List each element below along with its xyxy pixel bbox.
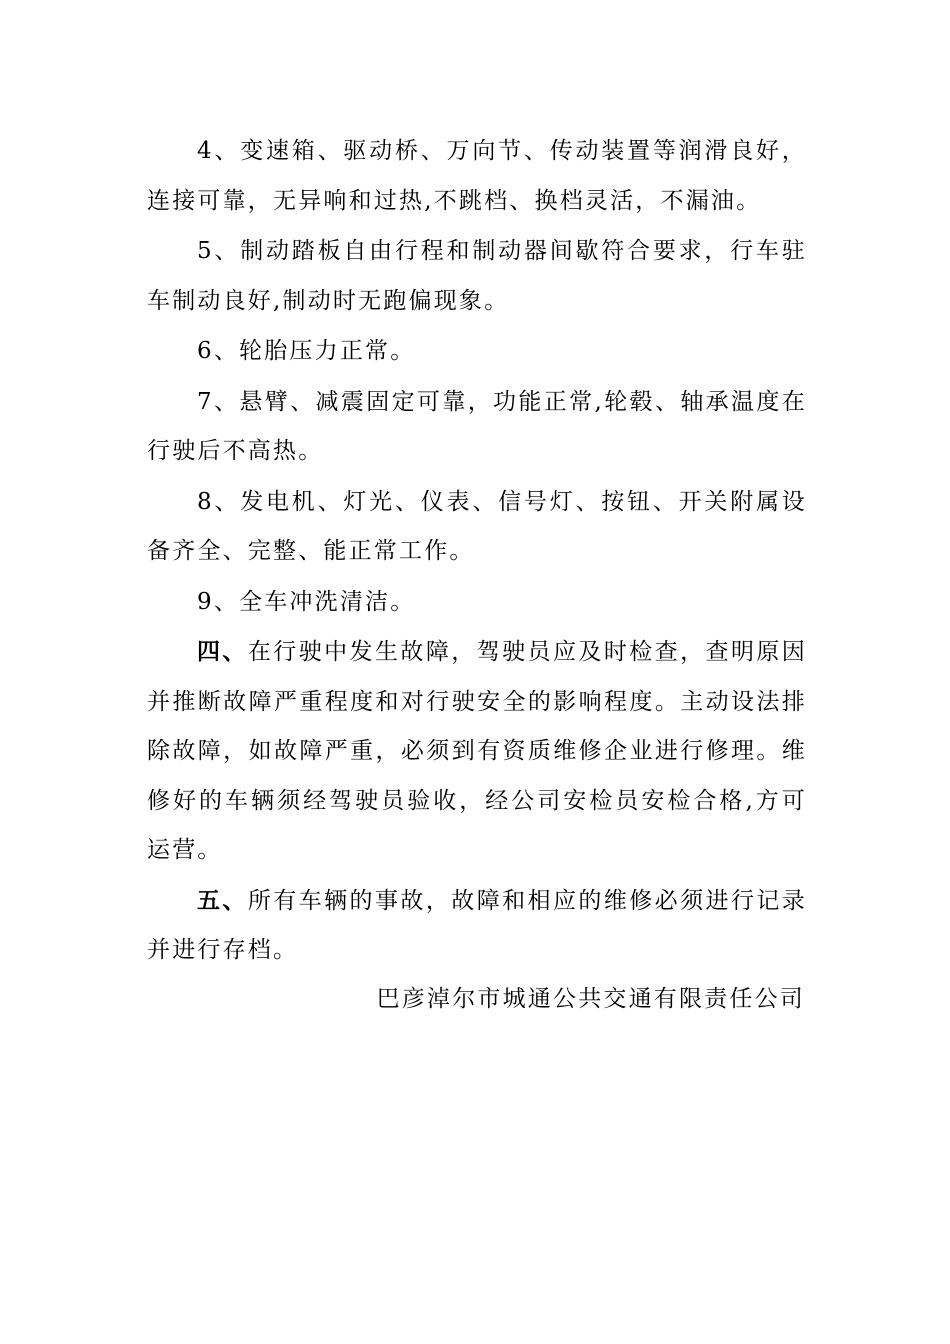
paragraph-section-4: [147, 627, 807, 876]
paragraph-section-5: [147, 876, 807, 976]
document-body: [147, 126, 807, 976]
paragraph-text: 9、全车冲洗清洁。: [197, 588, 416, 615]
paragraph-text: 7、悬臂、减震固定可靠，功能正常,轮毂、轴承温度在行驶后不高热。: [147, 388, 807, 464]
company-signature: 巴彦淖尔市城通公共交通有限责任公司: [376, 986, 805, 1012]
paragraph-item-4: [147, 126, 807, 226]
paragraph-text: 5、制动踏板自由行程和制动器间歇符合要求，行车驻车制动良好,制动时无跑偏现象。: [147, 238, 807, 314]
paragraph-item-9: [147, 577, 807, 628]
paragraph-lead: 五、: [197, 886, 248, 914]
paragraph-item-6: [147, 326, 807, 377]
paragraph-item-8: [147, 477, 807, 577]
paragraph-item-7: [147, 377, 807, 477]
paragraph-text: 6、轮胎压力正常。: [197, 338, 416, 364]
paragraph-text: 在行驶中发生故障，驾驶员应及时检查，查明原因并推断故障严重程度和对行驶安全的影响程度。主动设法排除故障，如故障严重，必须到有资质维修企业进行修理。维修好的车辆须经驾驶员验收，经公司安检员安检合格,方可运营。: [147, 639, 807, 863]
paragraph-lead: 四、: [197, 638, 248, 665]
paragraph-text: 所有车辆的事故，故障和相应的维修必须进行记录并进行存档。: [147, 887, 807, 963]
paragraph-item-5: [147, 226, 807, 326]
paragraph-text: 8、发电机、灯光、仪表、信号灯、按钮、开关附属设备齐全、完整、能正常工作。: [147, 488, 807, 564]
paragraph-text: 4、变速箱、驱动桥、万向节、传动装置等润滑良好，连接可靠，无异响和过热,不跳档、换档灵活，不漏油。: [147, 138, 807, 214]
